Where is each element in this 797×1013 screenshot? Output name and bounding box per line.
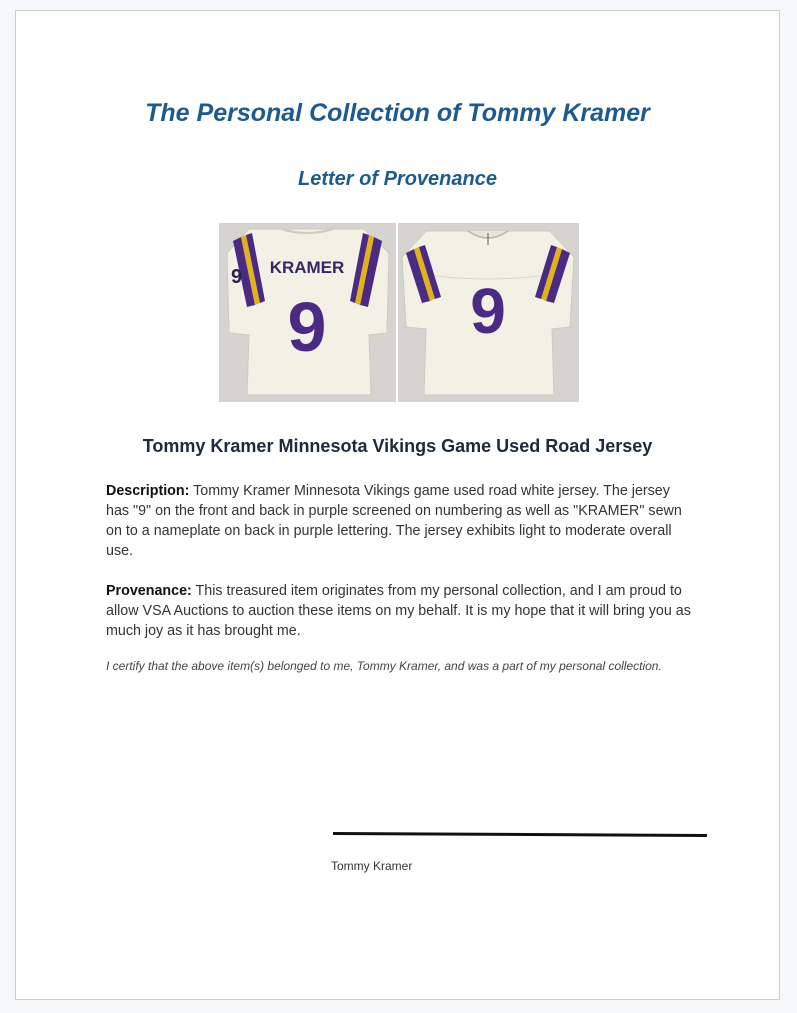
- description-paragraph: [106, 481, 696, 561]
- front-number: 9: [470, 275, 506, 347]
- provenance-text: This treasured item originates from my personal collection, and I am proud to allow VSA Auctions to auction these items on my behalf. It is my hope that it will bring you as much joy as it has brought me.: [106, 583, 691, 639]
- page-subtitle: Letter of Provenance: [298, 168, 497, 190]
- letter-page: [15, 10, 780, 1000]
- description-label: Description:: [106, 483, 190, 499]
- description-text: Tommy Kramer Minnesota Vikings game used road white jersey. The jersey has "9" on the front and back in purple screened on numbering as well as "KRAMER" sewn on to a nameplate on back in purple lettering. The jersey exhibits light to moderate overall use.: [106, 483, 682, 559]
- signature-line: [333, 832, 707, 837]
- back-number: 9: [287, 288, 327, 366]
- jersey-front-photo: [398, 223, 579, 402]
- signature-name: Tommy Kramer: [331, 859, 413, 873]
- nameplate-text: KRAMER: [269, 258, 345, 277]
- sleeve-number: 9: [231, 266, 243, 288]
- provenance-label: Provenance:: [106, 583, 192, 599]
- certification-statement: I certify that the above item(s) belonged to me, Tommy Kramer, and was a part of my personal collection.: [106, 659, 662, 673]
- page-title: The Personal Collection of Tommy Kramer: [145, 99, 650, 127]
- item-title: Tommy Kramer Minnesota Vikings Game Used Road Jersey: [142, 436, 653, 456]
- provenance-paragraph: [106, 581, 696, 641]
- jersey-back-photo: [219, 223, 396, 402]
